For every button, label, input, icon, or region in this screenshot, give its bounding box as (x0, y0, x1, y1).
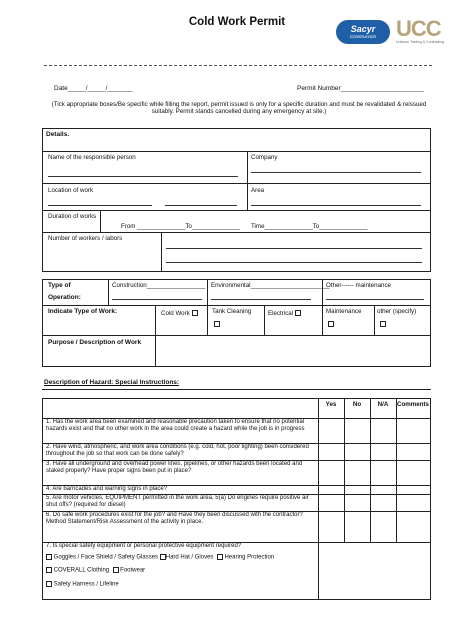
col-comments: Comments (397, 401, 429, 408)
ucc-logo-subtext: Urbacon Trading & Contracting (396, 40, 445, 44)
details-row-line (42, 232, 431, 233)
location-label: Location of work (48, 187, 94, 194)
hazard-question-1: 1. Has the work area been examined and reasonable precaution taken to ensure that no potential hazards exist and that no other work in the area could create a hazard while the job is in progress (46, 419, 305, 433)
operation-divider (322, 279, 323, 305)
details-col-divider (247, 151, 248, 183)
maintenance-label: Maintenance (326, 308, 362, 315)
responsible-person-input[interactable] (48, 176, 238, 177)
cold-work-checkbox[interactable] (192, 310, 198, 316)
cold-work-option[interactable] (161, 310, 198, 317)
hazard-question-7: 7. Is special safety equipment or personal protective equipment required? (46, 543, 242, 549)
environmental-input[interactable] (211, 299, 311, 300)
footwear-checkbox[interactable] (113, 567, 119, 573)
details-col-divider (247, 183, 248, 210)
hazard-question-5: 5. Are motor vehicles, EQUIPMENT permitted in the work area, 5(a) Do engines require positive air shut offs? (required for diesel) (46, 495, 309, 509)
goggles-checkbox[interactable] (46, 554, 52, 560)
hazard-question-4: 4. Are barricades and warning signs in place? (46, 486, 168, 492)
goggles-label: Goggles / Face Shield / Safety Glasses (53, 554, 159, 561)
other-maintenance-option[interactable]: Other------ maintenance (326, 282, 391, 289)
purpose-input[interactable] (156, 336, 430, 366)
work-type-divider (207, 305, 208, 335)
location-input[interactable] (48, 205, 152, 206)
responsible-person-label: Name of the responsible person (48, 154, 136, 161)
ppe-row-2 (46, 567, 316, 575)
work-type-divider (264, 305, 265, 335)
duration-divider (100, 210, 101, 232)
duration-label: Duration of works (48, 213, 97, 220)
workers-label: Number of workers / labors (48, 235, 123, 242)
construction-option[interactable]: Construction_________________ (112, 282, 206, 289)
operation-divider (207, 279, 208, 305)
details-section (42, 128, 431, 272)
location-input-2[interactable] (165, 205, 237, 206)
maintenance-checkbox[interactable] (328, 321, 334, 327)
hazard-col-divider (318, 398, 319, 600)
date-field[interactable]: Date_____/_____/_______ (54, 85, 133, 92)
sacyr-logo-subtext: Construcción (349, 34, 377, 39)
electrical-checkbox[interactable] (295, 310, 301, 316)
hazard-heading-line (42, 389, 431, 390)
work-type-divider (374, 305, 375, 335)
page-title: Cold Work Permit (188, 16, 286, 28)
details-row-line (42, 151, 431, 152)
other-maintenance-input[interactable] (326, 299, 424, 300)
ucc-logo (396, 18, 446, 42)
hearing-label: Hearing Protection (224, 554, 275, 561)
col-yes: Yes (325, 401, 337, 408)
col-no: No (352, 401, 362, 408)
work-type-divider (322, 305, 323, 335)
other-specify-checkbox[interactable] (380, 321, 386, 327)
area-input[interactable] (251, 205, 421, 206)
hard-hat-label: Hard Hat / Gloves (165, 554, 214, 561)
type-of-operation-label-2: Operation: (48, 294, 81, 301)
coverall-checkbox[interactable] (46, 567, 52, 573)
type-of-operation-label-1: Type of (48, 282, 71, 289)
details-row-line (42, 183, 431, 184)
harness-label: Safety Harness / Lifeline (53, 581, 119, 588)
hazard-col-divider (396, 398, 397, 542)
area-label: Area (251, 187, 265, 194)
harness-checkbox[interactable] (46, 581, 52, 587)
operation-row-line (42, 305, 431, 306)
construction-input[interactable] (112, 299, 202, 300)
hazard-col-divider (344, 398, 345, 542)
electrical-label: Electrical (268, 310, 294, 317)
workers-input-1[interactable] (166, 248, 422, 249)
col-na: N/A (377, 401, 389, 408)
duration-from-to[interactable]: From ______________To______________ (121, 223, 241, 230)
coverall-label: COVERALL Clothing (53, 567, 110, 574)
duration-time-to[interactable]: Time______________To______________ (251, 223, 368, 230)
hazard-col-divider (370, 398, 371, 542)
electrical-option[interactable] (268, 310, 301, 317)
hazard-heading: Description of Hazard: Special Instructions: (44, 379, 180, 386)
sacyr-logo (336, 20, 390, 44)
other-specify-label: other (specify) (377, 308, 417, 315)
sacyr-logo-text: Sacyr (350, 24, 376, 34)
footwear-label: Footwear (120, 567, 146, 574)
ucc-logo-text: UCC (396, 16, 441, 41)
ppe-row-1 (46, 554, 316, 562)
workers-divider (161, 232, 162, 272)
hazard-question-3: 3. Have all underground and overhead power lines, pipelines, or other hazards been located and staked properly? Have proper signs been put in place? (46, 461, 303, 475)
hazard-question-2: 2. Have wind, atmospheric, and work area conditions (e.g. cold, hot, poor lighting) been considered throughout the job so that work can be done safely? (46, 444, 309, 458)
indicate-type-label: Indicate Type of Work: (48, 308, 118, 315)
instructions-text: (Tick appropriate boxes/Be specific while filling the report, permit issued is only for a specific duration and must be revalidated & reissued suitably. Permit stands cancelled during any emergency at site.) (51, 101, 427, 116)
work-type-divider (155, 305, 156, 335)
tank-cleaning-checkbox[interactable] (214, 321, 220, 327)
ppe-row-3 (46, 581, 316, 589)
company-input[interactable] (251, 172, 421, 173)
hearing-checkbox[interactable] (217, 554, 223, 560)
permit-number-field[interactable]: Permit Number_______________________ (297, 85, 424, 92)
tank-cleaning-label: Tank Cleaning (212, 308, 252, 315)
operation-divider (108, 279, 109, 305)
details-heading: Details. (46, 131, 70, 138)
hazard-question-6: 6. Do safe work procedures exist for the job? and Have they been discussed with the contractor? Method Statement/Risk Assessment of the activity in place. (46, 512, 303, 526)
purpose-label: Purpose / Description of Work (48, 339, 142, 346)
cold-work-label: Cold Work (161, 310, 190, 317)
workers-input-2[interactable] (166, 262, 422, 263)
company-label: Company (251, 154, 278, 161)
environmental-option[interactable]: Environmental_______________________ (211, 282, 330, 289)
header-divider (44, 65, 432, 66)
